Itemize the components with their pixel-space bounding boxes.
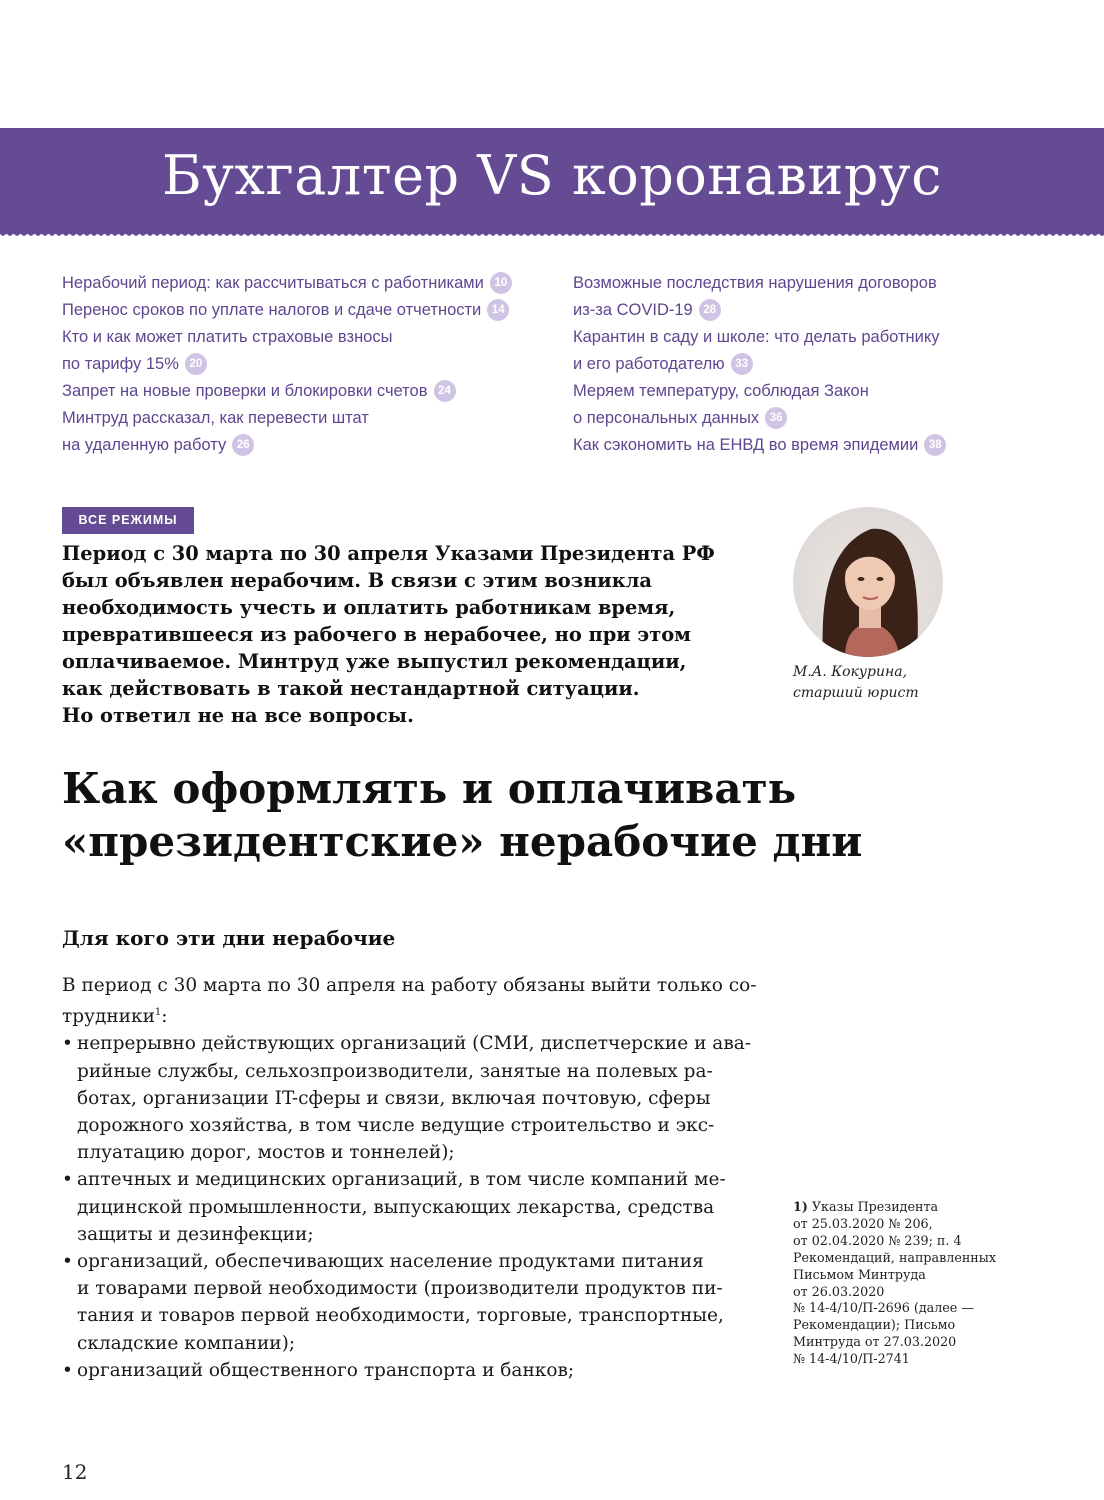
banner-scalloped-edge-bottom <box>0 233 1104 239</box>
toc-item[interactable]: Карантин в саду и школе: что делать работнику <box>573 328 940 346</box>
toc-right-column <box>573 270 993 459</box>
lead-paragraph: Период с 30 марта по 30 апреля Указами Президента РФ был объявлен нерабочим. В связи с этим возникла необходимость учесть и оплатить работникам время, превратившееся из рабочего в нерабочее, но при этом оплачиваемое. Минтруд уже выпустил рекомендации, как действовать в такой нестандартной ситуации. Но ответил не на все вопросы. <box>62 542 715 727</box>
toc-item[interactable]: Минтруд рассказал, как перевести штат <box>62 409 369 427</box>
toc-item[interactable]: и его работодателю 33 <box>573 351 993 378</box>
author-photo <box>793 507 943 657</box>
page-badge: 26 <box>232 434 254 456</box>
page-badge: 10 <box>490 272 512 294</box>
article-headline: Как оформлять и оплачивать «президентские» нерабочие дни <box>62 764 863 866</box>
toc-item[interactable]: Как сэкономить на ЕНВД во время эпидемии 38 <box>573 432 993 459</box>
page-badge: 36 <box>765 407 787 429</box>
toc-item[interactable]: из-за COVID-19 28 <box>573 297 993 324</box>
category-tag: ВСЕ РЕЖИМЫ <box>62 507 194 534</box>
footnote-ref[interactable]: 1 <box>154 1007 162 1019</box>
toc-item[interactable]: Меряем температуру, соблюдая Закон <box>573 382 869 400</box>
section-title: Бухгалтер VS коронавирус <box>162 144 942 207</box>
toc-item[interactable]: Кто и как может платить страховые взносы <box>62 328 393 346</box>
toc-item[interactable]: Возможные последствия нарушения договоров <box>573 274 937 292</box>
list-item: • непрерывно действующих организаций (СМИ, диспетчерские и ава- рийные службы, сельхозпроизводители, занятые на полевых ра- ботах, организации IT-сферы и связи, включая почтовую, сферы дорожного хозяйства, в том числе ведущие строительство и экс- плуатацию дорог, мостов и тоннелей); <box>62 1030 752 1166</box>
author-caption <box>793 662 919 704</box>
author-role: старший юрист <box>793 685 919 701</box>
page-badge: 38 <box>924 434 946 456</box>
toc-item[interactable]: на удаленную работу 26 <box>62 432 542 459</box>
footnote: 1) Указы Президента от 25.03.2020 № 206, от 02.04.2020 № 239; п. 4 Рекомендаций, направленных Письмом Минтруда от 26.03.2020 № 14-4/10/П-2696 (далее — Рекомендации); Письмо Минтруда от 27.03.2020 № 14-4/10/П-2741 <box>793 1199 996 1367</box>
author-name: М.А. Кокурина, <box>793 664 908 680</box>
page-badge: 20 <box>185 353 207 375</box>
toc-item[interactable]: о персональных данных 36 <box>573 405 993 432</box>
list-item: • организаций, обеспечивающих население продуктами питания и товарами первой необходимости (производители продуктов пи- тания и товаров первой необходимости, торговые, транспортные, складские компании); <box>62 1248 752 1357</box>
toc-item[interactable]: по тарифу 15% 20 <box>62 351 542 378</box>
page-badge: 28 <box>699 299 721 321</box>
toc-item[interactable]: Перенос сроков по уплате налогов и сдаче отчетности 14 <box>62 297 542 324</box>
banner-scalloped-edge-top <box>0 126 1104 132</box>
footnote-number: 1) <box>793 1199 808 1214</box>
page-badge: 24 <box>434 380 456 402</box>
page-number: 12 <box>62 1460 88 1484</box>
page-badge: 14 <box>487 299 509 321</box>
list-item: • аптечных и медицинских организаций, в том числе компаний ме- дицинской промышленности, выпускающих лекарства, средства защиты и дезинфекции; <box>62 1166 752 1248</box>
page-badge: 33 <box>731 353 753 375</box>
toc-item[interactable]: Запрет на новые проверки и блокировки счетов 24 <box>62 378 542 405</box>
author-portrait-icon <box>793 507 943 657</box>
list-item: • организаций общественного транспорта и банков; <box>62 1357 752 1384</box>
toc-item[interactable]: Нерабочий период: как рассчитываться с работниками 10 <box>62 270 542 297</box>
section-subheading: Для кого эти дни нерабочие <box>62 926 396 950</box>
article-body: В период с 30 марта по 30 апреля на работу обязаны выйти только со- трудники$^1$: • непрерывно действующих организаций (СМИ, диспетчерские и ава- рийные службы, сельхозпроизводители, занятые на полевых ра- ботах, организации IT-сферы и связи, включая почтовую, сферы дорожного хозяйства, в том числе ведущие строительство и экс- плуатацию дорог, мостов и тоннелей); • аптечных и медицинских организаций, в том числе компаний ме- дицинской промышленности, выпускающих лекарства, средства защиты и дезинфекции; • организаций, обеспечивающих население продуктами питания и товарами первой необходимости (производители продуктов пи- тания и товаров первой необходимости, торговые, транспортные, складские компании); • организаций общественного транспорта и банков; <box>62 972 752 1384</box>
toc-left-column <box>62 270 542 459</box>
